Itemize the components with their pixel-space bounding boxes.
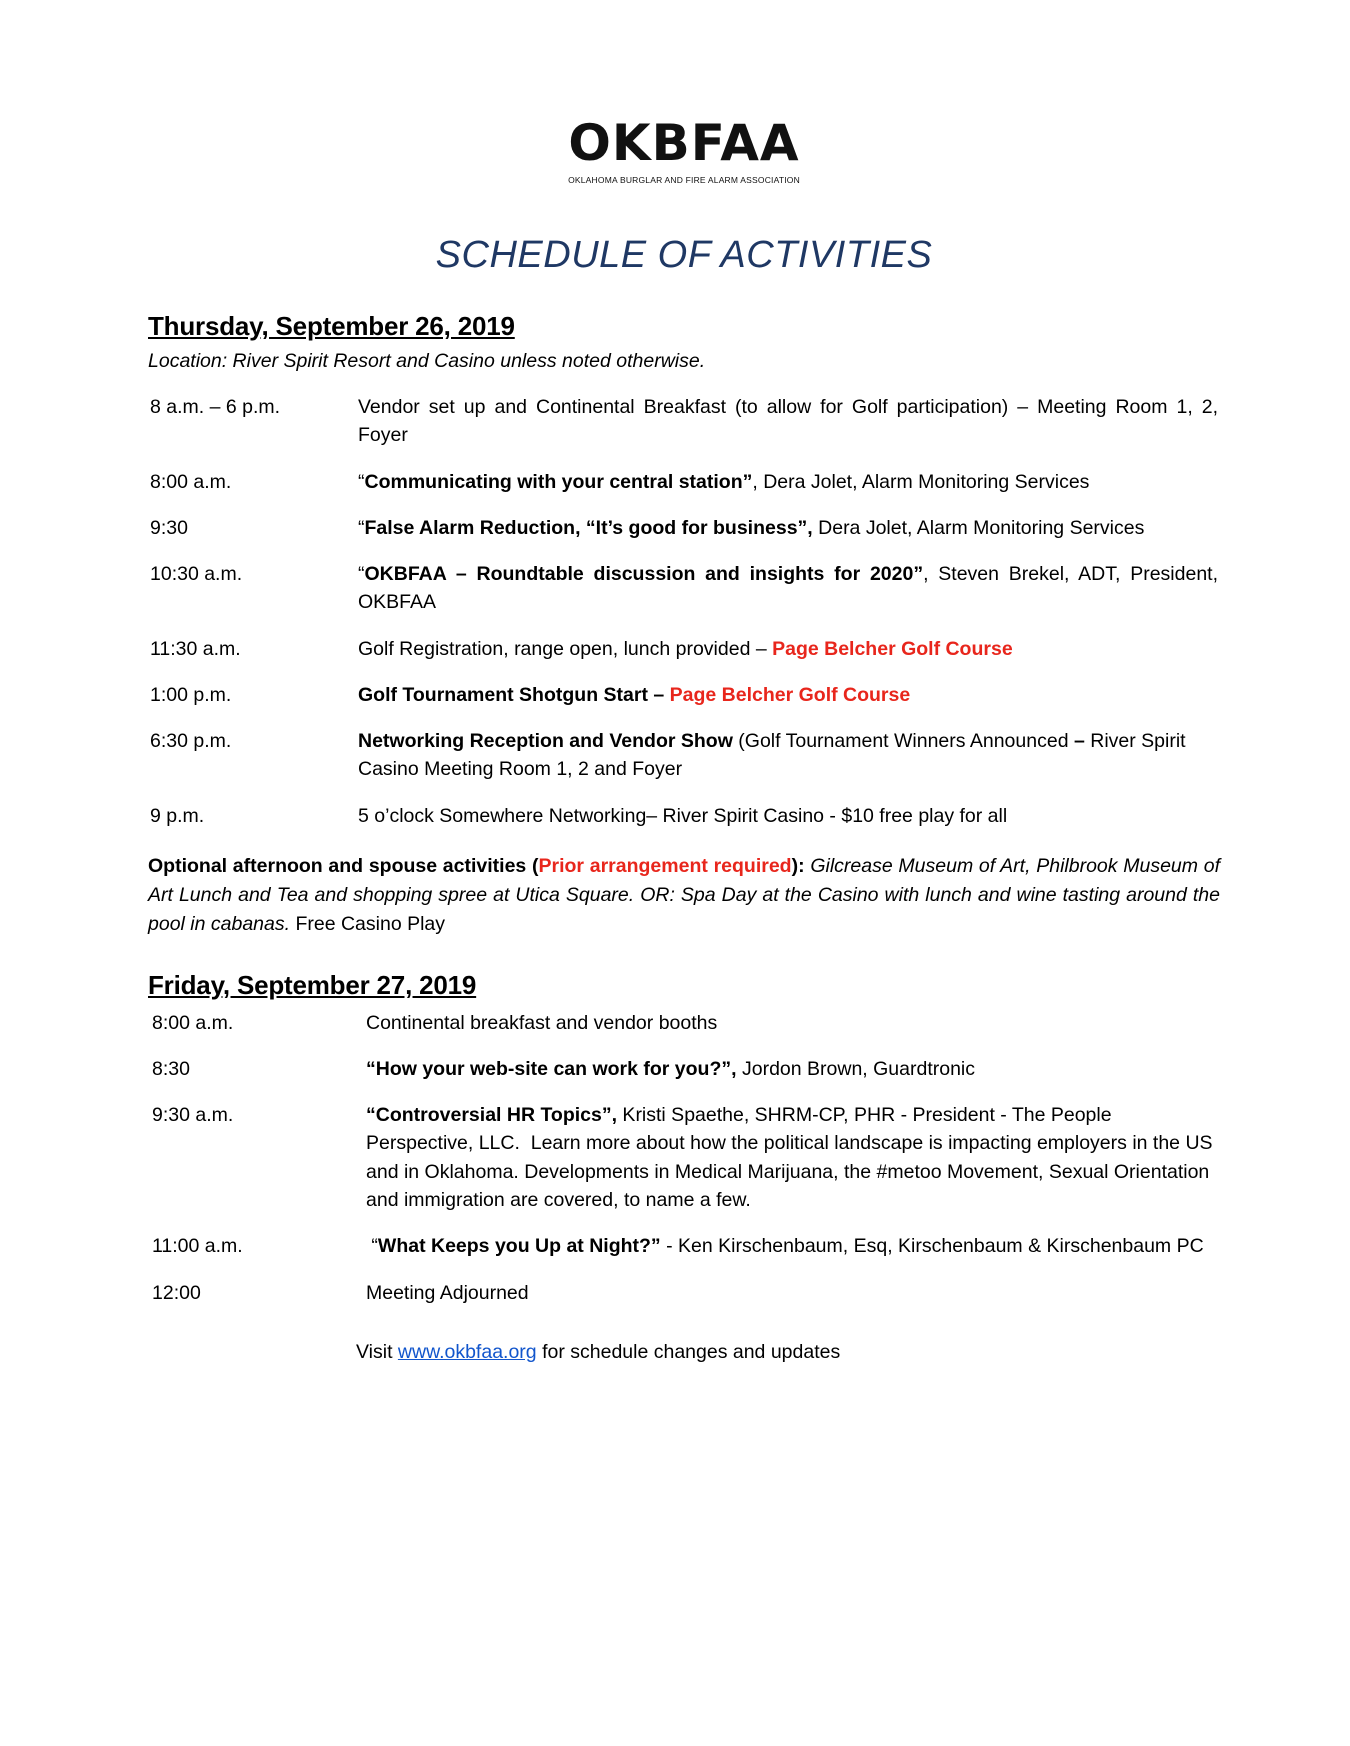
schedule-time: 6:30 p.m. (150, 730, 232, 753)
location-note: Location: River Spirit Resort and Casino unless noted otherwise. (148, 350, 706, 372)
schedule-row (148, 1055, 1220, 1083)
schedule-row (148, 1279, 1220, 1307)
schedule-time: 11:30 a.m. (150, 637, 241, 660)
day-heading-thursday: Thursday, September 26, 2019 (148, 311, 515, 341)
schedule-list-friday (148, 1009, 1220, 1307)
logo-container (148, 90, 1220, 212)
logo-tagline: OKLAHOMA BURGLAR AND FIRE ALARM ASSOCIATION (568, 174, 800, 185)
optional-activities-paragraph: Optional afternoon and spouse activities (Prior arrangement required): Gilcrease Museum of Art, Philbrook Museum of Art Lunch and Tea and shopping spree at Utica Square. OR: Spa Day at the Casino with lunch and wine tasting around the pool in cabanas. Free Casino Play (148, 854, 1220, 936)
okbfaa-website-link[interactable]: www.okbfaa.org (397, 1340, 537, 1363)
schedule-time: 9:30 a.m. (152, 1104, 234, 1127)
schedule-description: Meeting Adjourned (366, 1281, 529, 1304)
schedule-row (148, 635, 1220, 663)
schedule-row (148, 681, 1220, 709)
schedule-description: Continental breakfast and vendor booths (366, 1011, 718, 1034)
schedule-time: 8:30 (152, 1057, 190, 1080)
day-heading-friday: Friday, September 27, 2019 (148, 969, 477, 1000)
schedule-description: 5 o’clock Somewhere Networking– River Spirit Casino - $10 free play for all (358, 804, 1008, 827)
schedule-description: “Communicating with your central station”, Dera Jolet, Alarm Monitoring Services (358, 470, 1090, 493)
schedule-row (148, 393, 1220, 450)
schedule-description: “How your web-site can work for you?”, Jordon Brown, Guardtronic (366, 1057, 976, 1080)
schedule-description: “What Keeps you Up at Night?” - Ken Kirschenbaum, Esq, Kirschenbaum & Kirschenbaum PC (366, 1235, 1204, 1258)
day-section-thursday (148, 311, 1220, 940)
schedule-time: 8 a.m. – 6 p.m. (150, 396, 281, 418)
schedule-description: Networking Reception and Vendor Show (Golf Tournament Winners Announced – River Spirit Casino Meeting Room 1, 2 and Foyer (358, 730, 1186, 781)
schedule-row (148, 1101, 1220, 1214)
footer-text-after: for schedule changes and updates (536, 1340, 841, 1363)
schedule-list-thursday (148, 393, 1220, 830)
schedule-time: 9 p.m. (150, 804, 205, 827)
footer-note (148, 1341, 1220, 1364)
schedule-description: “Controversial HR Topics”, Kristi Spaethe, SHRM-CP, PHR - President - The People Perspective, LLC. Learn more about how the political landscape is impacting employers in the US and in Oklahoma. Developments in Medical Marijuana, the #metoo Movement, Sexual Orientation and immigration are covered, to name a few. (366, 1104, 1213, 1211)
schedule-description: Vendor set up and Continental Breakfast (to allow for Golf participation) – Meeting Room 1, 2, Foyer (358, 396, 1218, 447)
schedule-row (148, 468, 1220, 496)
schedule-row (148, 802, 1220, 830)
schedule-description: “False Alarm Reduction, “It’s good for business”, Dera Jolet, Alarm Monitoring Services (358, 516, 1145, 539)
okbfaa-logo (568, 90, 800, 212)
schedule-description: Golf Registration, range open, lunch provided – Page Belcher Golf Course (358, 637, 1013, 660)
schedule-time: 10:30 a.m. (150, 563, 243, 586)
schedule-row (148, 514, 1220, 542)
schedule-time: 11:00 a.m. (152, 1235, 243, 1258)
schedule-description: Golf Tournament Shotgun Start – Page Belcher Golf Course (358, 683, 911, 706)
logo-wordmark: OKBFAA (568, 113, 800, 172)
schedule-row (148, 1009, 1220, 1037)
schedule-time: 9:30 (150, 516, 188, 539)
schedule-time: 12:00 (152, 1281, 201, 1304)
schedule-row (148, 1232, 1220, 1260)
schedule-time: 8:00 a.m. (150, 470, 232, 493)
schedule-row (148, 560, 1220, 617)
footer-text-before: Visit (356, 1340, 398, 1363)
day-section-friday (148, 970, 1220, 1307)
page-title: SCHEDULE OF ACTIVITIES (435, 234, 933, 276)
schedule-description: “OKBFAA – Roundtable discussion and insights for 2020”, Steven Brekel, ADT, President, OKBFAA (358, 563, 1218, 614)
schedule-row (148, 727, 1220, 784)
schedule-time: 8:00 a.m. (152, 1011, 234, 1034)
schedule-time: 1:00 p.m. (150, 683, 232, 706)
